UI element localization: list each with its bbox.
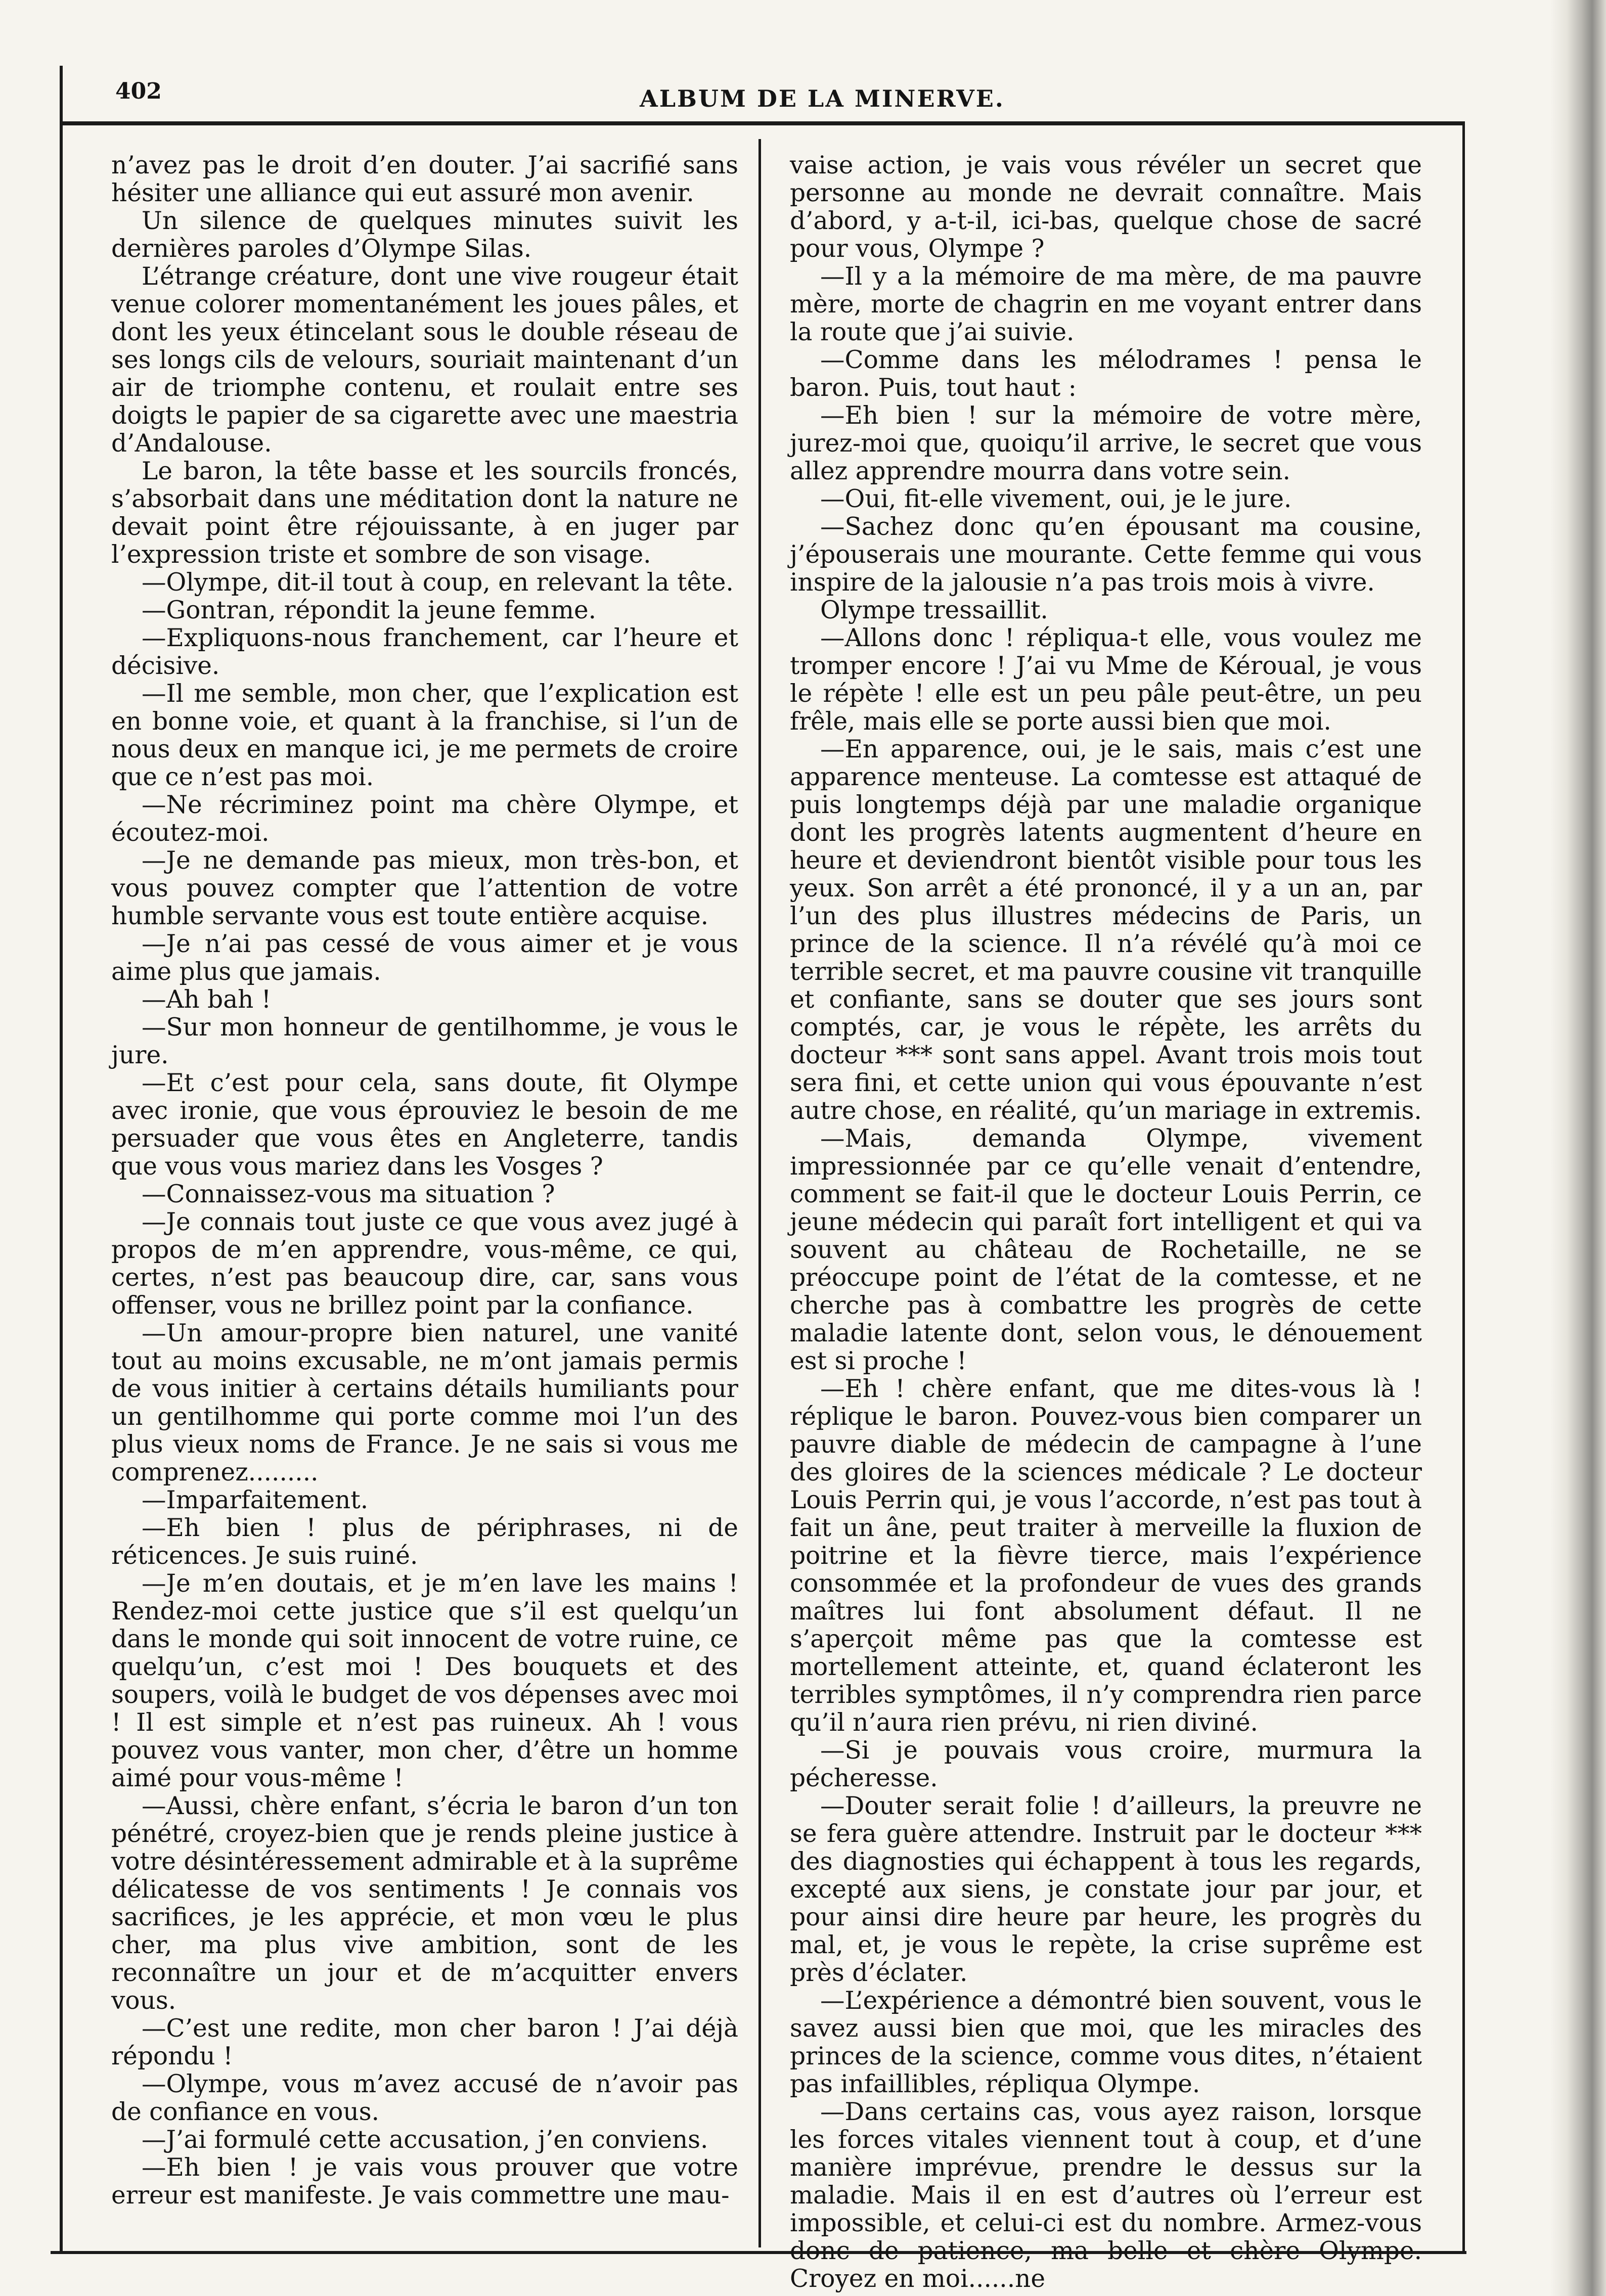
- paragraph: —Il me semble, mon cher, que l’explication est en bonne voie, et quant à la franchise, si l’un de nous deux en manque ici, je me permets de croire que ce n’est pas moi.: [111, 680, 738, 791]
- paragraph: vaise action, je vais vous révéler un secret que personne au monde ne devrait connaître. Mais d’abord, y a-t-il, ici-bas, quelque chose de sacré pour vous, Olympe ?: [790, 151, 1422, 263]
- paragraph: Un silence de quelques minutes suivit les dernières paroles d’Olympe Silas.: [111, 207, 738, 263]
- right-frame-rule: [1462, 121, 1465, 2254]
- paragraph: —Eh bien ! je vais vous prouver que votre erreur est manifeste. Je vais commettre une mau-: [111, 2153, 738, 2210]
- paragraph: —Expliquons-nous franchement, car l’heure et décisive.: [111, 624, 738, 680]
- paragraph: —Mais, demanda Olympe, vivement impressionnée par ce qu’elle venait d’entendre, comment se fait-il que le docteur Louis Perrin, ce jeune médecin qui paraît fort intelligent et qui va souvent au château de Rochetaille, ne se préoccupe point de l’état de la comtesse, et ne cherche pas à combattre les progrès de cette maladie latente dont, selon vous, le dénouement est si proche !: [790, 1124, 1422, 1375]
- left-column: [111, 152, 738, 2210]
- paragraph: —Dans certains cas, vous ayez raison, lorsque les forces vitales viennent tout à coup, et d’une manière imprévue, prendre le dessus sur la maladie. Mais il en est d’autres où l’erreur est impossible, et celui-ci est du nombre. Armez-vous donc de patience, ma belle et chère Olympe. Croyez en moi......ne: [790, 2098, 1422, 2293]
- paragraph: —Eh bien ! sur la mémoire de votre mère, jurez-moi que, quoiqu’il arrive, le secret que vous allez apprendre mourra dans votre sein.: [790, 401, 1422, 485]
- paragraph: —Il y a la mémoire de ma mère, de ma pauvre mère, morte de chagrin en me voyant entrer dans la route que j’ai suivie.: [790, 262, 1422, 346]
- paragraph: —Je n’ai pas cessé de vous aimer et je vous aime plus que jamais.: [111, 930, 738, 986]
- paragraph: —En apparence, oui, je le sais, mais c’est une apparence menteuse. La comtesse est attaqué de puis longtemps déjà par une maladie organique dont les progrès latents augmentent d’heure en heure et deviendront bientôt visible pour tous les yeux. Son arrêt a été prononcé, il y a un an, par l’un des plus illustres médecins de Paris, un prince de la science. Il n’a révélé qu’à moi ce terrible secret, et ma pauvre cousine vit tranquille et confiante, sans se douter que ses jours sont comptés, car, je vous le répète, les arrêts du docteur *** sont sans appel. Avant trois mois tout sera fini, et cette union qui vous épouvante n’est autre chose, en réalité, qu’un mariage in extremis.: [790, 735, 1422, 1125]
- paragraph: L’étrange créature, dont une vive rougeur était venue colorer momentanément les joues pâles, et dont les yeux étincelant sous le double réseau de ses longs cils de velours, souriait maintenant d’un air de triomphe contenu, et roulait entre ses doigts le papier de sa cigarette avec une maestria d’Andalouse.: [111, 262, 738, 458]
- column-divider: [759, 139, 761, 2247]
- paragraph: —Sur mon honneur de gentilhomme, je vous le jure.: [111, 1013, 738, 1069]
- paragraph: —Connaissez-vous ma situation ?: [142, 1180, 555, 1208]
- paragraph: —Je ne demande pas mieux, mon très-bon, et vous pouvez compter que l’attention de votre humble servante vous est toute entière acquise.: [111, 846, 738, 930]
- paragraph: —Gontran, répondit la jeune femme.: [142, 596, 597, 624]
- paragraph: —Douter serait folie ! d’ailleurs, la preuvre ne se fera guère attendre. Instruit par le docteur *** des diagnosties qui échappent à tous les regards, excepté aux siens, je constate jour par jour, et pour ainsi dire heure par heure, les progrès du mal, et, je vous le repète, la crise suprême est près d’éclater.: [790, 1792, 1422, 1987]
- header-rule: [60, 121, 1464, 125]
- paragraph: —Eh bien ! plus de périphrases, ni de réticences. Je suis ruiné.: [111, 1514, 738, 1570]
- paragraph: —Oui, fit-elle vivement, oui, je le jure.: [820, 485, 1292, 513]
- paragraph: —Un amour-propre bien naturel, une vanité tout au moins excusable, ne m’ont jamais permis de vous initier à certains détails humiliants pour un gentilhomme qui porte comme moi l’un des plus vieux noms de France. Je ne sais si vous me comprenez.........: [111, 1319, 738, 1487]
- paragraph: n’avez pas le droit d’en douter. J’ai sacrifié sans hésiter une alliance qui eut assuré mon avenir.: [111, 151, 738, 207]
- paragraph: —J’ai formulé cette accusation, j’en conviens.: [142, 2126, 708, 2154]
- paragraph: —C’est une redite, mon cher baron ! J’ai déjà répondu !: [111, 2014, 738, 2070]
- paragraph: —Comme dans les mélodrames ! pensa le baron. Puis, tout haut :: [790, 346, 1422, 402]
- paragraph: Le baron, la tête basse et les sourcils froncés, s’absorbait dans une méditation dont la nature ne devait point être réjouissante, à en juger par l’expression triste et sombre de son visage.: [111, 457, 738, 569]
- page-number: 402: [115, 78, 162, 104]
- paragraph: —Olympe, vous m’avez accusé de n’avoir pas de confiance en vous.: [111, 2070, 738, 2126]
- paragraph: —L’expérience a démontré bien souvent, vous le savez aussi bien que moi, que les miracles des princes de la science, comme vous dites, n’étaient pas infaillibles, répliqua Olympe.: [790, 1987, 1422, 2098]
- left-frame-rule: [60, 66, 63, 2254]
- paragraph: —Imparfaitement.: [142, 1486, 369, 1514]
- paragraph: —Olympe, dit-il tout à coup, en relevant la tête.: [142, 568, 734, 597]
- paragraph: —Ne récriminez point ma chère Olympe, et écoutez-moi.: [111, 791, 738, 847]
- paragraph: —Eh ! chère enfant, que me dites-vous là ! réplique le baron. Pouvez-vous bien comparer un pauvre diable de médecin de campagne à l’une des gloires de la sciences médicale ? Le docteur Louis Perrin qui, je vous l’accorde, n’est pas tout à fait un âne, peut traiter à merveille la fluxion de poitrine et la fièvre tierce, mais l’expérience consommée et la profondeur de vues des grands maîtres lui font absolument défaut. Il ne s’aperçoit même pas que la comtesse est mortellement atteinte, et, quand éclateront les terribles symptômes, il n’y comprendra rien parce qu’il n’aura rien prévu, ni rien diviné.: [790, 1375, 1422, 1737]
- paragraph: —Allons donc ! répliqua-t elle, vous voulez me tromper encore ! J’ai vu Mme de Kéroual, je vous le répète ! elle est un peu pâle peut-être, un peu frêle, mais elle se porte aussi bien que moi.: [790, 624, 1422, 736]
- running-title: ALBUM DE LA MINERVE.: [640, 85, 1005, 112]
- paragraph: —Si je pouvais vous croire, murmura la pécheresse.: [790, 1736, 1422, 1792]
- right-column: [790, 152, 1422, 2293]
- paragraph: Olympe tressaillit.: [820, 596, 1048, 624]
- paragraph: —Je m’en doutais, et je m’en lave les mains ! Rendez-moi cette justice que s’il est quelqu’un dans le monde qui soit innocent de votre ruine, ce quelqu’un, c’est moi ! Des bouquets et des soupers, voilà le budget de vos dépenses avec moi ! Il est simple et n’est pas ruineux. Ah ! vous pouvez vous vanter, mon cher, d’être un homme aimé pour vous-même !: [111, 1569, 738, 1792]
- paragraph: —Sachez donc qu’en épousant ma cousine, j’épouserais une mourante. Cette femme qui vous inspire de la jalousie n’a pas trois mois à vivre.: [790, 513, 1422, 597]
- paragraph: —Ah bah !: [142, 985, 272, 1014]
- paragraph: —Et c’est pour cela, sans doute, fit Olympe avec ironie, que vous éprouviez le besoin de me persuader que vous êtes en Angleterre, tandis que vous vous mariez dans les Vosges ?: [111, 1069, 738, 1181]
- paragraph: —Aussi, chère enfant, s’écria le baron d’un ton pénétré, croyez-bien que je rends pleine justice à votre désintéressement admirable et à la suprême délicatesse de vos sentiments ! Je connais vos sacrifices, je les apprécie, et mon vœu le plus cher, ma plus vive ambition, sont de les reconnaître un jour et de m’acquitter envers vous.: [111, 1792, 738, 2015]
- paragraph: —Je connais tout juste ce que vous avez jugé à propos de m’en apprendre, vous-même, ce qui, certes, n’est pas beaucoup dire, car, sans vous offenser, vous ne brillez point par la confiance.: [111, 1208, 738, 1320]
- binding-edge: [1550, 0, 1606, 2296]
